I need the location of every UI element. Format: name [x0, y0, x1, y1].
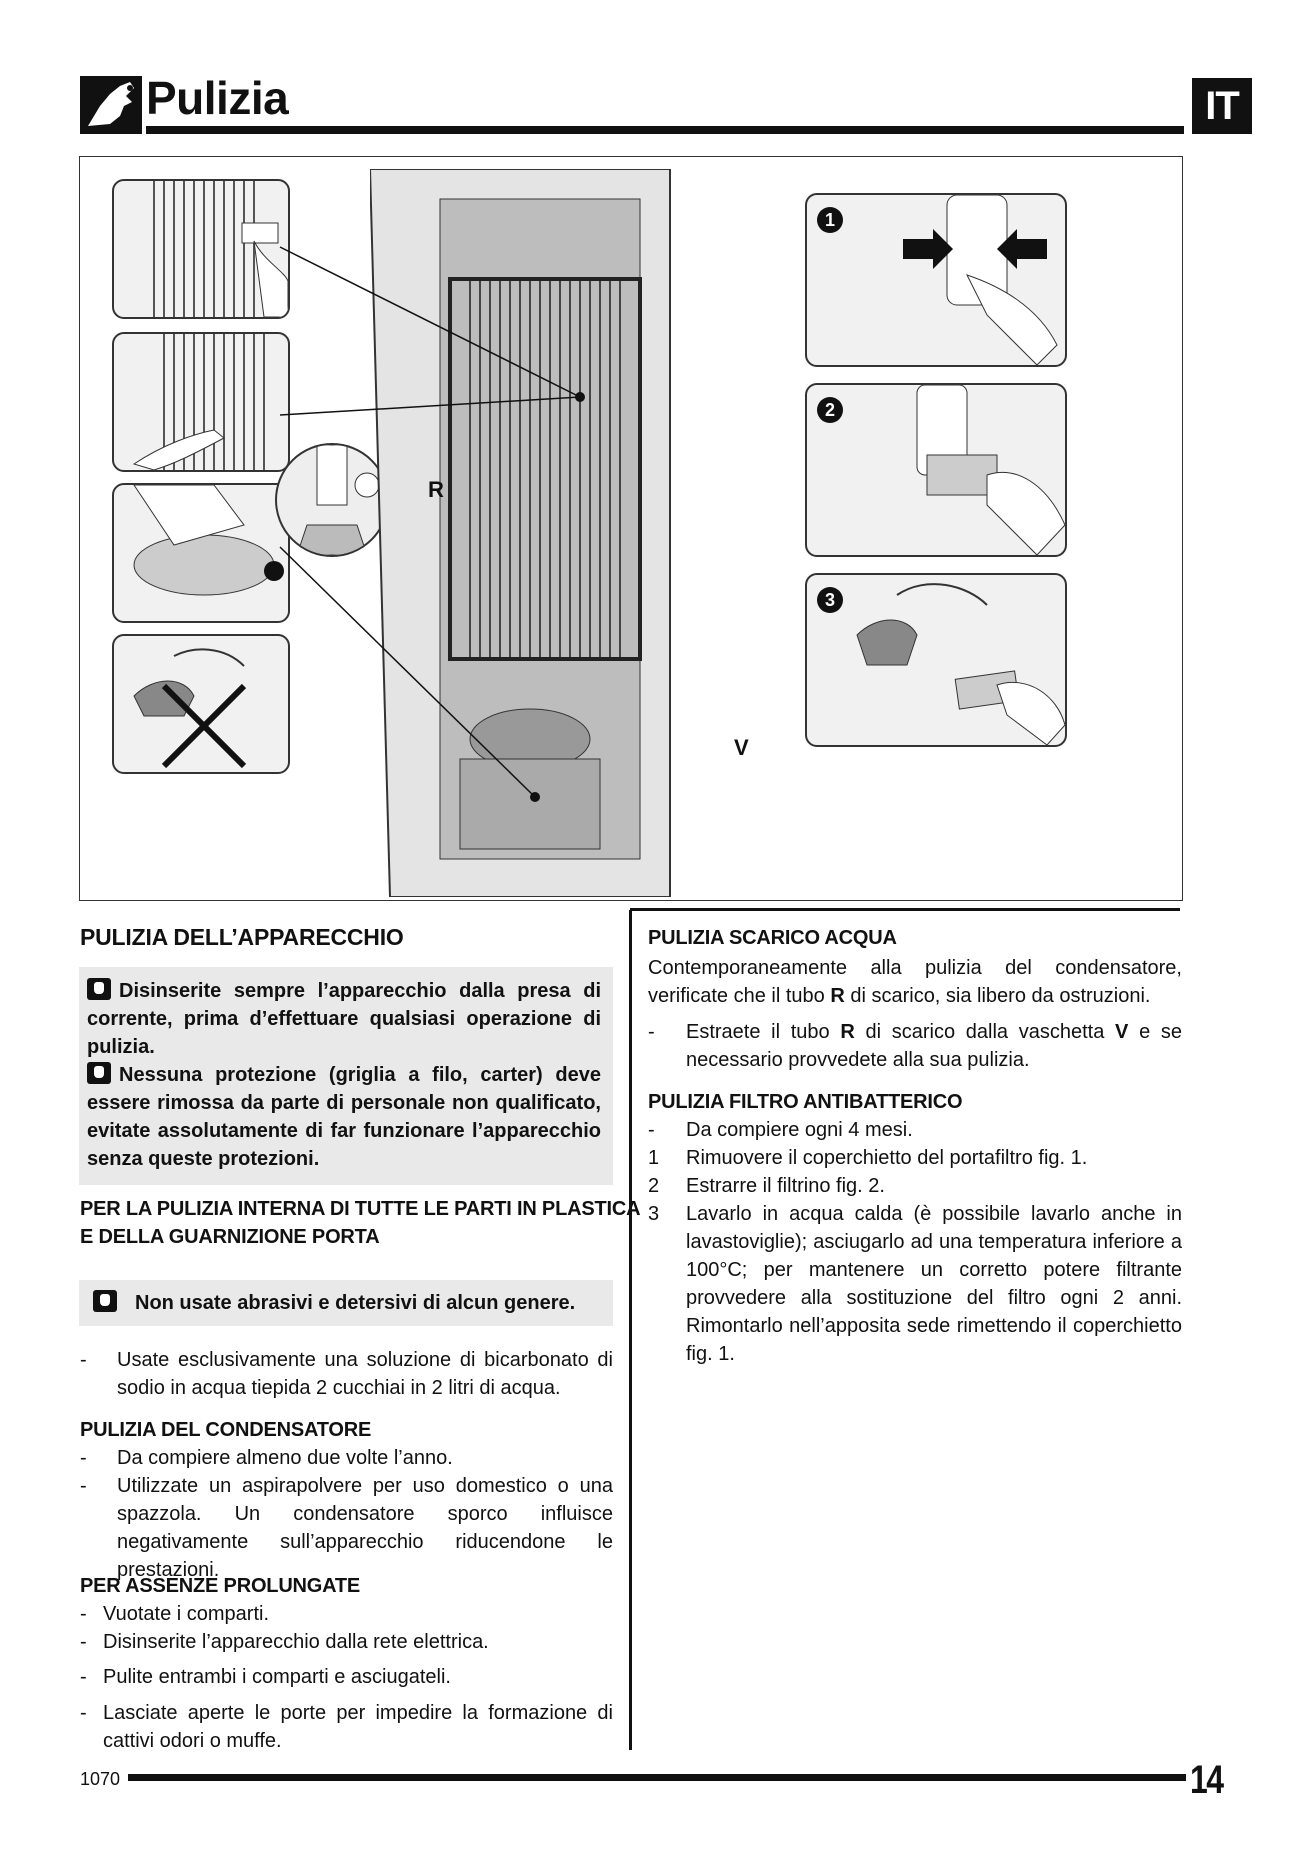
- warning-3: Non usate abrasivi e detersivi di alcun genere.: [93, 1289, 575, 1317]
- stop-hand-icon: [87, 1062, 111, 1084]
- list-marker: -: [80, 1666, 87, 1688]
- filter-item: Lavarlo in acqua calda (è possibile lavarlo anche in lavastoviglie); asciugarlo ad una temperatura inferiore a 100°C; per mantenere un corretto potere filtrante provvedere alla sostituzione del filtro ogni 2 anni. Rimontarlo nell’apposita sede rimettendo il coperchietto fig. 1.: [686, 1203, 1182, 1365]
- drain-intro: Contemporaneamente alla pulizia del condensatore, verificate che il tubo R di scarico, sia libero da ostruzioni.: [648, 957, 1182, 1007]
- list-item-absence-1: Vuotate i comparti.: [103, 1603, 270, 1625]
- footer-rule: [128, 1774, 1186, 1781]
- warning-box-abrasives: [79, 1280, 613, 1326]
- stop-hand-icon: [87, 978, 111, 1000]
- stop-hand-icon: [93, 1290, 117, 1312]
- step-number-3: 3: [817, 587, 843, 613]
- list-marker: -: [80, 1702, 87, 1724]
- filter-item: Estrarre il filtrino fig. 2.: [686, 1175, 885, 1197]
- list-item-absence-3: Pulite entrambi i comparti e asciugateli.: [103, 1666, 451, 1688]
- header-rule: [146, 126, 1184, 134]
- filter-marker: 3: [648, 1203, 660, 1225]
- heading-absences: PER ASSENZE PROLUNGATE: [80, 1575, 361, 1597]
- heading-filter: PULIZIA FILTRO ANTIBATTERICO: [648, 1091, 963, 1113]
- language-badge: IT: [1192, 78, 1252, 134]
- column-divider: [629, 910, 632, 1750]
- page-title: Pulizia: [146, 72, 289, 124]
- filter-marker: -: [648, 1119, 655, 1141]
- warning-2: Nessuna protezione (griglia a filo, carter) deve essere rimossa da parte di personale non qualificato, evitate assolutamente di far funzionare l’apparecchio senza queste protezioni.: [87, 1064, 601, 1170]
- heading-drain: PULIZIA SCARICO ACQUA: [648, 927, 897, 949]
- list-marker: -: [80, 1631, 87, 1653]
- section-rule: [630, 908, 1180, 911]
- warning-1: Disinserite sempre l’apparecchio dalla presa di corrente, prima d’effettuare qualsiasi operazione di pulizia.: [87, 980, 601, 1058]
- panel-step-3: [805, 573, 1067, 747]
- list-item-condenser-1: Da compiere almeno due volte l’anno.: [117, 1447, 453, 1469]
- list-item-condenser-2: Utilizzate un aspirapolvere per uso domestico o una spazzola. Un condensatore sporco influisce negativamente sull’apparecchio riducendone le prestazioni.: [117, 1475, 613, 1581]
- list-item-absence-4: Lasciate aperte le porte per impedire la formazione di cattivi odori o muffe.: [103, 1702, 613, 1752]
- step-number-2: 2: [817, 397, 843, 423]
- list-marker: -: [80, 1603, 87, 1625]
- heading-condenser: PULIZIA DEL CONDENSATORE: [80, 1419, 372, 1441]
- list-item-bicarbonate: Usate esclusivamente una soluzione di bicarbonato di sodio in acqua tiepida 2 cucchiai in 2 litri di acqua.: [117, 1349, 613, 1399]
- heading-internal-cleaning-1: PER LA PULIZIA INTERNA DI TUTTE LE PARTI IN PLASTICA: [80, 1198, 641, 1220]
- heading-internal-cleaning-2: E DELLA GUARNIZIONE PORTA: [80, 1226, 380, 1248]
- step-number-1: 1: [817, 207, 843, 233]
- filter-item: Rimuovere il coperchietto del portafiltro fig. 1.: [686, 1147, 1088, 1169]
- list-item-drain: Estraete il tubo R di scarico dalla vaschetta V e se necessario provvedete alla sua pulizia.: [686, 1021, 1182, 1071]
- filter-marker: 1: [648, 1147, 660, 1169]
- document-code: 1070: [80, 1769, 121, 1789]
- warning-box-main: [79, 967, 613, 1185]
- cleaning-hand-icon: [80, 76, 142, 134]
- page-number: 14: [1190, 1758, 1223, 1802]
- filter-item: Da compiere ogni 4 mesi.: [686, 1119, 913, 1141]
- list-item-absence-2: Disinserite l’apparecchio dalla rete elettrica.: [103, 1631, 489, 1653]
- section-heading-cleaning: PULIZIA DELL’APPARECCHIO: [80, 924, 404, 950]
- list-marker: -: [80, 1475, 87, 1497]
- filter-marker: 2: [648, 1175, 660, 1197]
- panel-step-2: [805, 383, 1067, 557]
- panel-step-1: [805, 193, 1067, 367]
- list-marker: -: [648, 1021, 655, 1043]
- list-marker: -: [80, 1447, 87, 1469]
- label-r: R: [428, 477, 444, 502]
- list-marker: -: [80, 1349, 87, 1371]
- cleaning-illustration: [79, 156, 1183, 901]
- label-v: V: [734, 735, 749, 760]
